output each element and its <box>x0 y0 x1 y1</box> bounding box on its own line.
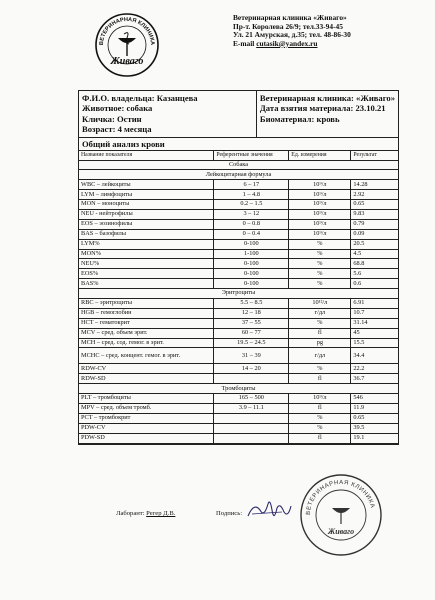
section-row <box>79 289 398 299</box>
stamp-center-text: Живаго <box>327 527 355 536</box>
cell-name: NEU% <box>79 259 214 269</box>
cell-name: NEU - нейтрофилы <box>79 209 214 219</box>
cell-unit: fl <box>289 404 351 414</box>
col-header-unit: Ед. измерения <box>289 151 351 160</box>
table-row <box>79 413 398 423</box>
cell-name: RBC – эритроциты <box>79 298 214 308</box>
cell-unit: % <box>289 269 351 279</box>
cell-name: HCT – гематокрит <box>79 318 214 328</box>
cell-name: PCT – тромбокрит <box>79 413 214 423</box>
results-table <box>79 151 398 444</box>
cell-name: LYM% <box>79 239 214 249</box>
analysis-form <box>78 90 399 445</box>
cell-name: PDW-SD <box>79 433 214 443</box>
patient-info-left <box>79 91 257 137</box>
section-title: Лейкоцитарная формула <box>79 170 398 180</box>
col-header-result: Результат <box>351 151 398 160</box>
cell-name: HGB – гемоглобин <box>79 308 214 318</box>
analysis-title: Общий анализ крови <box>79 138 398 151</box>
table-row <box>79 219 398 229</box>
clinic-stamp <box>298 472 384 558</box>
table-row <box>79 318 398 328</box>
table-row <box>79 229 398 239</box>
section-row <box>79 160 398 170</box>
cell-ref <box>214 423 289 433</box>
table-row <box>79 328 398 338</box>
clinic-logo <box>94 12 160 78</box>
stamp-ring-text: ВЕТЕРИНАРНАЯ КЛИНИКА <box>305 479 376 516</box>
cell-name: RDW-CV <box>79 364 214 374</box>
cell-result: 15.5 <box>351 338 398 348</box>
clinic-email-line <box>233 40 351 49</box>
cell-result: 4.5 <box>351 249 398 259</box>
section-row <box>79 170 398 180</box>
col-header-ref: Референтные значения <box>214 151 289 160</box>
lab-name: Регер Д.В. <box>146 510 176 517</box>
cell-ref: 14 – 20 <box>214 364 289 374</box>
cell-ref: 0-100 <box>214 259 289 269</box>
cell-unit: 10⁹/л <box>289 190 351 200</box>
table-row <box>79 209 398 219</box>
cell-result: 2.92 <box>351 190 398 200</box>
cell-result: 0.65 <box>351 413 398 423</box>
signature-label: Подпись: <box>216 510 243 517</box>
table-row <box>79 338 398 348</box>
cell-name: LYM – лимфоциты <box>79 190 214 200</box>
table-row <box>79 308 398 318</box>
section-row <box>79 384 398 394</box>
cell-ref <box>214 374 289 384</box>
cell-name: MCHC – сред. концент. гемог. в эрит. <box>79 348 214 364</box>
animal-type: Животное: собака <box>82 103 153 114</box>
table-row <box>79 374 398 384</box>
results-body <box>79 160 398 443</box>
table-row <box>79 364 398 374</box>
cell-ref: 31 – 39 <box>214 348 289 364</box>
biomaterial: Биоматериал: кровь <box>259 113 340 124</box>
logo-ring-text: ВЕТЕРИНАРНАЯ КЛИНИКА <box>98 16 156 46</box>
table-row <box>79 259 398 269</box>
owner-name: Ф.И.О. владельца: Казанцева <box>82 93 198 103</box>
clinic-header <box>233 14 351 48</box>
cell-name: MON – моноциты <box>79 200 214 210</box>
cell-result: 39.5 <box>351 423 398 433</box>
cell-unit: fl <box>289 433 351 443</box>
cell-result: 19.1 <box>351 433 398 443</box>
cell-unit: fl <box>289 374 351 384</box>
handwritten-signature <box>244 496 294 526</box>
cell-ref: 1-100 <box>214 249 289 259</box>
cell-unit: % <box>289 239 351 249</box>
patient-info <box>79 91 398 138</box>
cell-name: EOS% <box>79 269 214 279</box>
cell-unit: 10⁹/л <box>289 219 351 229</box>
animal-age: Возраст: 4 месяца <box>82 124 152 135</box>
cell-result: 36.7 <box>351 374 398 384</box>
sample-date: Дата взятия материала: 23.10.21 <box>259 103 386 114</box>
cell-result: 546 <box>351 394 398 404</box>
cell-unit: % <box>289 364 351 374</box>
cell-unit: 10⁹/л <box>289 394 351 404</box>
cell-result: 0.65 <box>351 200 398 210</box>
patient-info-right <box>257 91 398 137</box>
cell-name: RDW-SD <box>79 374 214 384</box>
cell-result: 22.2 <box>351 364 398 374</box>
cell-name: MCH – сред. сод. гемог. в эрит. <box>79 338 214 348</box>
table-row <box>79 269 398 279</box>
cell-ref: 3 – 12 <box>214 209 289 219</box>
cell-ref: 165 – 500 <box>214 394 289 404</box>
table-row <box>79 394 398 404</box>
cell-result: 45 <box>351 328 398 338</box>
section-title: Собака <box>79 160 398 170</box>
cell-ref: 6 – 17 <box>214 180 289 190</box>
table-row <box>79 279 398 289</box>
lab-label: Лаборант: <box>116 510 147 517</box>
cell-unit: 10⁹/л <box>289 229 351 239</box>
cell-ref: 37 – 55 <box>214 318 289 328</box>
cell-ref: 0.2 – 1.5 <box>214 200 289 210</box>
cell-unit: % <box>289 249 351 259</box>
cell-name: MON% <box>79 249 214 259</box>
clinic-name: Ветеринарная клиника «Живаго» <box>233 13 347 22</box>
lab-assistant <box>116 510 175 517</box>
section-title: Тромбоциты <box>79 384 398 394</box>
cell-unit: % <box>289 259 351 269</box>
cell-name: WBC – лейкоциты <box>79 180 214 190</box>
cell-result: 68.8 <box>351 259 398 269</box>
table-row <box>79 190 398 200</box>
cell-name: EOS – эозинофилы <box>79 219 214 229</box>
logo-name: Живаго <box>110 56 144 67</box>
col-header-name: Название показателя <box>79 151 214 160</box>
email-label: E-mail <box>233 38 257 48</box>
cell-ref: 1 – 4.8 <box>214 190 289 200</box>
table-row <box>79 404 398 414</box>
cell-ref <box>214 413 289 423</box>
cell-name: BAS% <box>79 279 214 289</box>
cell-unit: 10⁹/л <box>289 209 351 219</box>
cell-unit: fl <box>289 328 351 338</box>
cell-name: MCV – сред. объем эрит. <box>79 328 214 338</box>
cell-ref: 12 – 18 <box>214 308 289 318</box>
cell-name: PDW-CV <box>79 423 214 433</box>
cell-ref: 5.5 – 8.5 <box>214 298 289 308</box>
cell-result: 14.28 <box>351 180 398 190</box>
cell-unit: % <box>289 423 351 433</box>
cell-result: 0.6 <box>351 279 398 289</box>
cell-unit: 10¹²/л <box>289 298 351 308</box>
cell-result: 0.09 <box>351 229 398 239</box>
cell-ref: 0-100 <box>214 279 289 289</box>
cell-result: 34.4 <box>351 348 398 364</box>
cell-result: 20.5 <box>351 239 398 249</box>
cell-result: 0.79 <box>351 219 398 229</box>
clinic-address-1: Пр-т. Королева 26/9; тел.33-94-45 <box>233 21 343 31</box>
table-row <box>79 200 398 210</box>
clinic-email: cutasik@yandex.ru <box>256 38 318 48</box>
cell-unit: % <box>289 318 351 328</box>
table-row <box>79 423 398 433</box>
cell-name: BAS – базофилы <box>79 229 214 239</box>
cell-ref: 3.9 – 11.1 <box>214 404 289 414</box>
cell-unit: 10⁹/л <box>289 180 351 190</box>
cell-ref: 0 – 0.8 <box>214 219 289 229</box>
table-row <box>79 298 398 308</box>
cell-ref: 0-100 <box>214 269 289 279</box>
cell-result: 5.6 <box>351 269 398 279</box>
cell-ref: 0-100 <box>214 239 289 249</box>
cell-result: 9.83 <box>351 209 398 219</box>
clinic-address-2: Ул. 21 Амурская, д.35; тел. 48-86-30 <box>233 30 351 40</box>
cell-unit: % <box>289 279 351 289</box>
table-row <box>79 249 398 259</box>
cell-result: 31.14 <box>351 318 398 328</box>
cell-ref: 19.5 – 24.5 <box>214 338 289 348</box>
table-header-row <box>79 151 398 160</box>
cell-name: MPV – сред. объем тромб. <box>79 404 214 414</box>
animal-nickname: Кличка: Остин <box>82 113 142 124</box>
cell-ref: 60 – 77 <box>214 328 289 338</box>
cell-unit: 10⁹/л <box>289 200 351 210</box>
clinic-field: Ветеринарная клиника: «Живаго» <box>259 93 395 103</box>
cell-unit: г/дл <box>289 308 351 318</box>
cell-unit: г/дл <box>289 348 351 364</box>
cell-result: 6.91 <box>351 298 398 308</box>
table-row <box>79 180 398 190</box>
table-row <box>79 433 398 443</box>
table-row <box>79 239 398 249</box>
cell-result: 11.9 <box>351 404 398 414</box>
cell-name: PLT – тромбоциты <box>79 394 214 404</box>
cell-ref <box>214 433 289 443</box>
cell-unit: % <box>289 413 351 423</box>
cell-result: 10.7 <box>351 308 398 318</box>
section-title: Эритроциты <box>79 289 398 299</box>
cell-unit: pg <box>289 338 351 348</box>
table-row <box>79 348 398 364</box>
cell-ref: 0 – 0.4 <box>214 229 289 239</box>
